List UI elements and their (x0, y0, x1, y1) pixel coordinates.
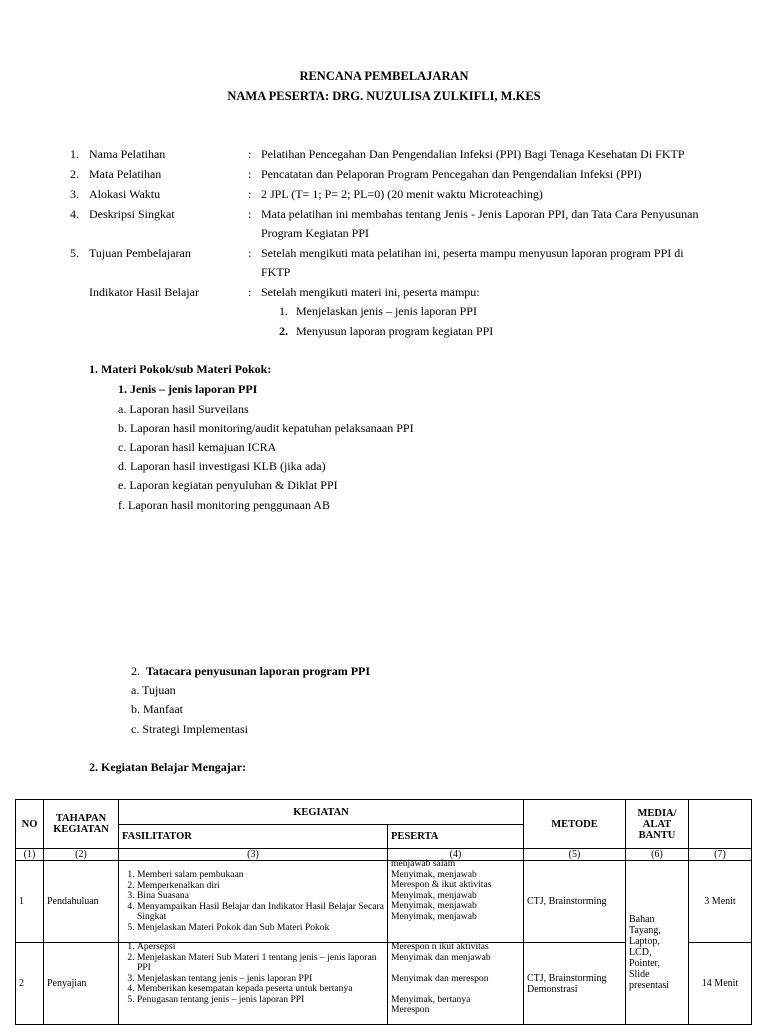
row-fasilitator (119, 943, 388, 1025)
fasilitator-step: 4. Memberikan kesempatan kepada peserta untuk bertanya (137, 984, 384, 995)
materi-heading: 1. Materi Pokok/sub Materi Pokok: (89, 362, 272, 376)
col-number: (2) (44, 849, 119, 861)
header-metode: METODE (524, 800, 626, 849)
kegiatan-heading: 2. Kegiatan Belajar Mengajar: (89, 760, 247, 774)
fasilitator-step: 3. Menjelaskan tentang jenis – jenis laporan PPI (137, 974, 384, 985)
fasilitator-step: 5. Menjelaskan Materi Pokok dan Sub Materi Pokok (137, 923, 384, 934)
info-num: 4. (70, 207, 79, 221)
materi-sub1-title: 1. Jenis – jenis laporan PPI (118, 382, 258, 396)
info-colon: : (248, 147, 252, 161)
materi-sub1-item: d. Laporan hasil investigasi KLB (jika ada) (118, 459, 326, 473)
materi-sub2-title: Tatacara penyusunan laporan program PPI (146, 664, 371, 678)
materi-sub2-num: 2. (131, 664, 140, 678)
info-num: 1. (70, 147, 79, 161)
info-num: 3. (70, 187, 79, 201)
col-number: (3) (119, 849, 388, 861)
peserta-line: Menyimak, bertanya (391, 993, 471, 1005)
header-kegiatan: KEGIATAN (119, 800, 524, 825)
fasilitator-step: 3. Bina Suasana (137, 891, 384, 902)
peserta-line: Menyimak, menjawab (391, 868, 477, 880)
materi-sub2-item: c. Strategi Implementasi (131, 722, 248, 736)
row-waktu: 14 Menit (689, 943, 752, 1025)
header-tahapan: TAHAPAN KEGIATAN (44, 800, 119, 849)
header-no: NO (16, 800, 44, 849)
info-value: Pelatihan Pencegahan Dan Pengendalian Infeksi (PPI) Bagi Tenaga Kesehatan Di FKTP (261, 147, 685, 161)
fasilitator-step: 4. Menyampaikan Hasil Belajar dan Indikator Hasil Belajar Secara Singkat (137, 902, 384, 923)
info-label: Nama Pelatihan (89, 147, 166, 161)
peserta-line (391, 963, 520, 974)
table-row (16, 861, 752, 943)
info-label: Mata Pelatihan (89, 167, 162, 181)
indikator-num: 1. (279, 304, 288, 318)
info-value: Setelah mengikuti mata pelatihan ini, peserta mampu menyusun laporan program PPI di (261, 246, 684, 260)
col-number: (5) (524, 849, 626, 861)
materi-sub2-item: a. Tujuan (131, 683, 176, 697)
info-label: Deskripsi Singkat (89, 207, 175, 221)
fasilitator-step: 2. Memperkenalkan diri (137, 881, 384, 892)
row-tahapan: Pendahuluan (44, 861, 119, 943)
indikator-num: 2. (279, 324, 288, 338)
row-media: Bahan Tayang, Laptop, LCD, Pointer, Slide presentasi (626, 861, 689, 1025)
materi-sub2-item: b. Manfaat (131, 702, 183, 716)
header-fasilitator: FASILITATOR (119, 825, 388, 849)
fasilitator-step: 5. Penugasan tentang jenis – jenis laporan PPI (137, 995, 384, 1006)
materi-sub1-item: f. Laporan hasil monitoring penggunaan AB (118, 498, 330, 512)
info-label: Alokasi Waktu (89, 187, 161, 201)
row-no: 1 (16, 861, 44, 943)
row-no: 2 (16, 943, 44, 1025)
kegiatan-table (15, 799, 752, 1025)
indikator-intro: Setelah mengikuti materi ini, peserta mampu: (261, 285, 480, 299)
fasilitator-step: 1. Memberi salam pembukaan (137, 870, 384, 881)
header-media: MEDIA/ ALAT BANTU (626, 800, 689, 849)
row-fasilitator (119, 861, 388, 943)
info-value: FKTP (261, 265, 291, 279)
info-colon: : (248, 285, 252, 299)
peserta-line: Merespon n ikut aktivitas (391, 941, 489, 952)
col-number: (6) (626, 849, 689, 861)
info-colon: : (248, 187, 252, 201)
document-title: RENCANA PEMBELAJARAN (299, 69, 469, 83)
header-peserta: PESERTA (388, 825, 524, 849)
info-colon: : (248, 246, 252, 260)
row-metode: CTJ, Brainstorming (524, 861, 626, 943)
peserta-line: Menyimak, menjawab (391, 910, 477, 922)
row-peserta (388, 858, 524, 943)
peserta-line: Merespon & ikut aktivitas (391, 879, 492, 890)
materi-sub1-item: c. Laporan hasil kemajuan ICRA (118, 440, 277, 454)
info-colon: : (248, 207, 252, 221)
peserta-line: menjawab salam (391, 858, 456, 869)
info-label: Tujuan Pembelajaran (89, 246, 191, 260)
peserta-line: Merespon (391, 1004, 430, 1015)
info-num: 2. (70, 167, 79, 181)
row-peserta (388, 943, 524, 1025)
col-number: (7) (689, 849, 752, 861)
header-waktu (689, 800, 752, 849)
peserta-line: Menyimak dan menjawab (391, 951, 491, 963)
info-value: 2 JPL (T= 1; P= 2; PL=0) (20 menit waktu Microteaching) (261, 187, 543, 201)
row-tahapan: Penyajian (44, 943, 119, 1025)
materi-sub1-item: e. Laporan kegiatan penyuluhan & Diklat PPI (118, 478, 338, 492)
col-number: (4) (388, 849, 524, 861)
info-value: Pencatatan dan Pelaporan Program Pencegahan dan Pengendalian Infeksi (PPI) (261, 167, 642, 181)
col-number: (1) (16, 849, 44, 861)
row-metode: CTJ, Brainstorming Demonstrasi (524, 943, 626, 1025)
fasilitator-step: 2. Menjelaskan Materi Sub Materi 1 tentang jenis – jenis laporan PPI (137, 953, 384, 974)
peserta-name-line: NAMA PESERTA: DRG. NUZULISA ZULKIFLI, M.KES (227, 89, 541, 103)
indikator-item: Menyusun laporan program kegiatan PPI (296, 324, 494, 338)
peserta-line: Menyimak dan merespon (391, 972, 489, 984)
materi-sub1-item: b. Laporan hasil monitoring/audit kepatuhan pelaksanaan PPI (118, 421, 414, 435)
peserta-line: Menyimak, menjawab (391, 900, 477, 911)
info-num: 5. (70, 246, 79, 260)
row-waktu: 3 Menit (689, 861, 752, 943)
fasilitator-step: 1. Apersepsi (137, 942, 384, 953)
indikator-item: Menjelaskan jenis – jenis laporan PPI (296, 304, 477, 318)
indikator-label: Indikator Hasil Belajar (89, 285, 199, 299)
info-value: Mata pelatihan ini membahas tentang Jenis - Jenis Laporan PPI, dan Tata Cara Penyusunan (261, 207, 699, 221)
materi-sub1-item: a. Laporan hasil Surveilans (118, 402, 249, 416)
info-colon: : (248, 167, 252, 181)
peserta-line (391, 984, 520, 995)
peserta-line: Menyimak, menjawab (391, 889, 477, 901)
info-value: Program Kegiatan PPI (261, 226, 369, 240)
